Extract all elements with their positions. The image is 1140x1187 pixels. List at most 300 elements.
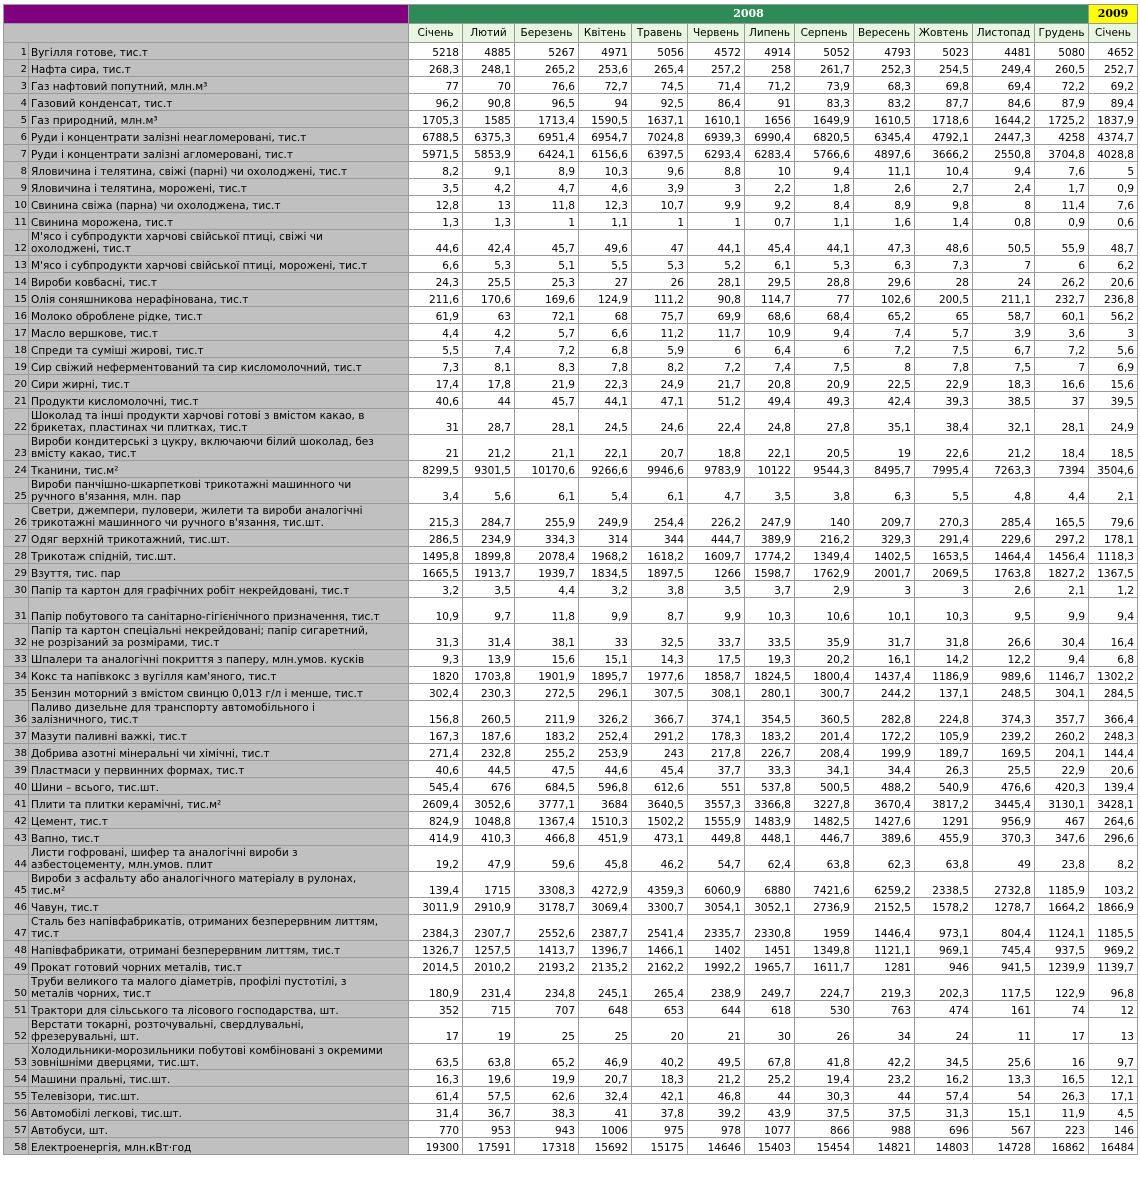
table-row	[4, 744, 1138, 761]
value-cell: 2736,9	[795, 898, 854, 915]
value-cell: 1118,3	[1089, 547, 1138, 564]
value-cell: 30,4	[1035, 624, 1089, 650]
value-cell: 1,4	[915, 213, 973, 230]
value-cell: 27,8	[795, 409, 854, 435]
value-cell: 8	[854, 358, 915, 375]
product-name: Взуття, тис. пар	[29, 564, 409, 581]
value-cell: 1762,9	[795, 564, 854, 581]
value-cell: 38,3	[515, 1104, 579, 1121]
value-cell: 8495,7	[854, 461, 915, 478]
value-cell: 16484	[1089, 1138, 1138, 1155]
year-2009-header: 2009	[1089, 5, 1138, 24]
value-cell: 3178,7	[515, 898, 579, 915]
value-cell: 111,2	[632, 290, 688, 307]
value-cell: 187,6	[463, 727, 515, 744]
table-row	[4, 435, 1138, 461]
value-cell: 9301,5	[463, 461, 515, 478]
value-cell: 8,1	[463, 358, 515, 375]
value-cell: 255,9	[515, 504, 579, 530]
value-cell: 18,3	[973, 375, 1035, 392]
value-cell: 59,6	[515, 846, 579, 872]
value-cell: 223	[1035, 1121, 1089, 1138]
value-cell: 763	[854, 1001, 915, 1018]
value-cell: 1763,8	[973, 564, 1035, 581]
value-cell: 5080	[1035, 43, 1089, 60]
value-cell: 25,5	[973, 761, 1035, 778]
value-cell: 6,4	[745, 341, 795, 358]
row-number: 43	[4, 829, 29, 846]
value-cell: 62,3	[854, 846, 915, 872]
value-cell: 344	[632, 530, 688, 547]
value-cell: 1901,9	[515, 667, 579, 684]
value-cell: 10,3	[745, 598, 795, 624]
value-cell: 45,8	[579, 846, 632, 872]
table-row	[4, 958, 1138, 975]
value-cell: 715	[463, 1001, 515, 1018]
value-cell: 4481	[973, 43, 1035, 60]
value-cell: 87,9	[1035, 94, 1089, 111]
value-cell: 1827,2	[1035, 564, 1089, 581]
value-cell: 5,3	[632, 256, 688, 273]
value-cell: 648	[579, 1001, 632, 1018]
value-cell: 6,3	[854, 478, 915, 504]
value-cell: 6820,5	[795, 128, 854, 145]
value-cell: 19,9	[515, 1070, 579, 1087]
value-cell: 1186,9	[915, 667, 973, 684]
value-cell: 500,5	[795, 778, 854, 795]
row-number: 8	[4, 162, 29, 179]
product-name: Свинина морожена, тис.т	[29, 213, 409, 230]
value-cell: 211,6	[409, 290, 463, 307]
row-number: 48	[4, 941, 29, 958]
value-cell: 3069,4	[579, 898, 632, 915]
table-row	[4, 43, 1138, 60]
value-cell: 466,8	[515, 829, 579, 846]
value-cell: 8,9	[854, 196, 915, 213]
value-cell: 20,9	[795, 375, 854, 392]
value-cell: 969,2	[1089, 941, 1138, 958]
value-cell: 7,2	[854, 341, 915, 358]
row-number: 53	[4, 1044, 29, 1070]
value-cell: 978	[688, 1121, 745, 1138]
value-cell: 2001,7	[854, 564, 915, 581]
value-cell: 7,4	[463, 341, 515, 358]
product-name: Руди і концентрати залізні неагломеровані, тис.т	[29, 128, 409, 145]
value-cell: 47,9	[463, 846, 515, 872]
value-cell: 253,6	[579, 60, 632, 77]
value-cell: 6,8	[579, 341, 632, 358]
value-cell: 90,8	[688, 290, 745, 307]
product-name: Масло вершкове, тис.т	[29, 324, 409, 341]
value-cell: 10,7	[632, 196, 688, 213]
row-number: 2	[4, 60, 29, 77]
value-cell: 9,7	[1089, 1044, 1138, 1070]
value-cell: 21,2	[688, 1070, 745, 1087]
value-cell: 23,8	[1035, 846, 1089, 872]
value-cell: 38,1	[515, 624, 579, 650]
value-cell: 2,1	[1035, 581, 1089, 598]
value-cell: 1482,5	[795, 812, 854, 829]
corner-header-cell	[4, 5, 409, 24]
value-cell: 5,6	[1089, 341, 1138, 358]
value-cell: 973,1	[915, 915, 973, 941]
value-cell: 1590,5	[579, 111, 632, 128]
value-cell: 989,6	[973, 667, 1035, 684]
value-cell: 258	[745, 60, 795, 77]
value-cell: 22,1	[579, 435, 632, 461]
value-cell: 86,4	[688, 94, 745, 111]
value-cell: 33	[579, 624, 632, 650]
value-cell: 83,3	[795, 94, 854, 111]
value-cell: 410,3	[463, 829, 515, 846]
value-cell: 47,5	[515, 761, 579, 778]
value-cell: 7,5	[915, 341, 973, 358]
product-name: Чавун, тис.т	[29, 898, 409, 915]
row-number: 52	[4, 1018, 29, 1044]
value-cell: 44	[745, 1087, 795, 1104]
month-header: Листопад	[973, 24, 1035, 43]
value-cell: 19,2	[409, 846, 463, 872]
value-cell: 27	[579, 273, 632, 290]
value-cell: 2335,7	[688, 915, 745, 941]
value-cell: 226,7	[745, 744, 795, 761]
value-cell: 3,2	[409, 581, 463, 598]
value-cell: 7,6	[1089, 196, 1138, 213]
value-cell: 1239,9	[1035, 958, 1089, 975]
value-cell: 1585	[463, 111, 515, 128]
value-cell: 3	[1089, 324, 1138, 341]
value-cell: 1897,5	[632, 564, 688, 581]
row-number: 3	[4, 77, 29, 94]
value-cell: 3	[854, 581, 915, 598]
row-number: 19	[4, 358, 29, 375]
value-cell: 91	[745, 94, 795, 111]
value-cell: 28,1	[515, 409, 579, 435]
value-cell: 44,6	[579, 761, 632, 778]
value-cell: 260,5	[463, 701, 515, 727]
value-cell: 420,3	[1035, 778, 1089, 795]
value-cell: 69,9	[688, 307, 745, 324]
value-cell: 25	[515, 1018, 579, 1044]
value-cell: 13,9	[463, 650, 515, 667]
value-cell: 10,4	[915, 162, 973, 179]
product-name: Шини – всього, тис.шт.	[29, 778, 409, 795]
value-cell: 137,1	[915, 684, 973, 701]
product-name: Добрива азотні мінеральні чи хімічні, тис.т	[29, 744, 409, 761]
product-name: Сири жирні, тис.т	[29, 375, 409, 392]
value-cell: 1451	[745, 941, 795, 958]
value-cell: 19	[463, 1018, 515, 1044]
value-cell: 3	[688, 179, 745, 196]
value-cell: 17,5	[688, 650, 745, 667]
month-header: Грудень	[1035, 24, 1089, 43]
value-cell: 3684	[579, 795, 632, 812]
value-cell: 65,2	[854, 307, 915, 324]
value-cell: 238,9	[688, 975, 745, 1001]
value-cell: 1077	[745, 1121, 795, 1138]
value-cell: 239,2	[973, 727, 1035, 744]
value-cell: 14646	[688, 1138, 745, 1155]
value-cell: 3640,5	[632, 795, 688, 812]
value-cell: 9,4	[1089, 598, 1138, 624]
value-cell: 3366,8	[745, 795, 795, 812]
value-cell: 5,7	[915, 324, 973, 341]
value-cell: 22,5	[854, 375, 915, 392]
value-cell: 232,8	[463, 744, 515, 761]
value-cell: 988	[854, 1121, 915, 1138]
year-header-row	[4, 5, 1138, 24]
value-cell: 244,2	[854, 684, 915, 701]
row-number: 26	[4, 504, 29, 530]
value-cell: 22,3	[579, 375, 632, 392]
value-cell: 40,6	[409, 761, 463, 778]
value-cell: 49,5	[688, 1044, 745, 1070]
value-cell: 24,9	[1089, 409, 1138, 435]
value-cell: 6,9	[1089, 358, 1138, 375]
value-cell: 1,6	[854, 213, 915, 230]
product-name: Руди і концентрати залізні агломеровані, тис.т	[29, 145, 409, 162]
value-cell: 170,6	[463, 290, 515, 307]
value-cell: 6345,4	[854, 128, 915, 145]
value-cell: 297,2	[1035, 530, 1089, 547]
value-cell: 745,4	[973, 941, 1035, 958]
value-cell: 449,8	[688, 829, 745, 846]
value-cell: 249,9	[579, 504, 632, 530]
value-cell: 201,4	[795, 727, 854, 744]
value-cell: 389,9	[745, 530, 795, 547]
value-cell: 2910,9	[463, 898, 515, 915]
value-cell: 39,3	[915, 392, 973, 409]
row-number: 9	[4, 179, 29, 196]
table-row	[4, 727, 1138, 744]
month-header: Квітень	[579, 24, 632, 43]
value-cell: 9946,6	[632, 461, 688, 478]
value-cell: 77	[409, 77, 463, 94]
value-cell: 245,1	[579, 975, 632, 1001]
value-cell: 1837,9	[1089, 111, 1138, 128]
value-cell: 18,5	[1089, 435, 1138, 461]
value-cell: 39,2	[688, 1104, 745, 1121]
value-cell: 15,1	[973, 1104, 1035, 1121]
table-row	[4, 1087, 1138, 1104]
table-body	[4, 43, 1138, 1155]
value-cell: 3557,3	[688, 795, 745, 812]
value-cell: 16,2	[915, 1070, 973, 1087]
value-cell: 1257,5	[463, 941, 515, 958]
value-cell: 20,6	[1089, 761, 1138, 778]
value-cell: 24,6	[632, 409, 688, 435]
value-cell: 1656	[745, 111, 795, 128]
value-cell: 285,4	[973, 504, 1035, 530]
value-cell: 34,4	[854, 761, 915, 778]
month-header: Травень	[632, 24, 688, 43]
value-cell: 1413,7	[515, 941, 579, 958]
value-cell: 257,2	[688, 60, 745, 77]
value-cell: 204,1	[1035, 744, 1089, 761]
value-cell: 618	[745, 1001, 795, 1018]
value-cell: 54	[973, 1087, 1035, 1104]
row-number: 24	[4, 461, 29, 478]
value-cell: 3,5	[688, 581, 745, 598]
value-cell: 3011,9	[409, 898, 463, 915]
value-cell: 7,4	[854, 324, 915, 341]
value-cell: 73,9	[795, 77, 854, 94]
value-cell: 40,6	[409, 392, 463, 409]
value-cell: 114,7	[745, 290, 795, 307]
row-number: 28	[4, 547, 29, 564]
value-cell: 4,6	[579, 179, 632, 196]
value-cell: 2014,5	[409, 958, 463, 975]
value-cell: 217,8	[688, 744, 745, 761]
value-cell: 11,4	[1035, 196, 1089, 213]
value-cell: 69,8	[915, 77, 973, 94]
value-cell: 1899,8	[463, 547, 515, 564]
table-row	[4, 256, 1138, 273]
value-cell: 5,5	[409, 341, 463, 358]
value-cell: 253,9	[579, 744, 632, 761]
value-cell: 96,2	[409, 94, 463, 111]
value-cell: 1278,7	[973, 898, 1035, 915]
value-cell: 19	[854, 435, 915, 461]
value-cell: 2152,5	[854, 898, 915, 915]
value-cell: 26,3	[915, 761, 973, 778]
product-name: Кокс та напівкокс з вугілля кам'яного, тис.т	[29, 667, 409, 684]
value-cell: 612,6	[632, 778, 688, 795]
value-cell: 265,4	[632, 60, 688, 77]
value-cell: 3130,1	[1035, 795, 1089, 812]
value-cell: 224,8	[915, 701, 973, 727]
value-cell: 8,4	[795, 196, 854, 213]
value-cell: 0,6	[1089, 213, 1138, 230]
value-cell: 6951,4	[515, 128, 579, 145]
value-cell: 34	[854, 1018, 915, 1044]
value-cell: 1578,2	[915, 898, 973, 915]
product-name: Пластмаси у первинних формах, тис.т	[29, 761, 409, 778]
value-cell: 33,7	[688, 624, 745, 650]
value-cell: 1048,8	[463, 812, 515, 829]
value-cell: 3817,2	[915, 795, 973, 812]
value-cell: 1992,2	[688, 958, 745, 975]
value-cell: 71,2	[745, 77, 795, 94]
value-cell: 140	[795, 504, 854, 530]
value-cell: 26	[795, 1018, 854, 1044]
product-name: Шоколад та інші продукти харчові готові з вмістом какао, в брикетах, пластинах чи плитках, тис.т	[29, 409, 409, 435]
value-cell: 1609,7	[688, 547, 745, 564]
value-cell: 9,5	[973, 598, 1035, 624]
table-row	[4, 530, 1138, 547]
value-cell: 249,4	[973, 60, 1035, 77]
value-cell: 17	[1035, 1018, 1089, 1044]
month-header: Січень	[409, 24, 463, 43]
value-cell: 172,2	[854, 727, 915, 744]
value-cell: 6424,1	[515, 145, 579, 162]
value-cell: 4272,9	[579, 872, 632, 898]
table-row	[4, 598, 1138, 624]
month-header: Лютий	[463, 24, 515, 43]
value-cell: 707	[515, 1001, 579, 1018]
value-cell: 96,8	[1089, 975, 1138, 1001]
value-cell: 43,9	[745, 1104, 795, 1121]
value-cell: 0,9	[1089, 179, 1138, 196]
table-row	[4, 701, 1138, 727]
value-cell: 13	[1089, 1018, 1138, 1044]
value-cell: 63,8	[463, 1044, 515, 1070]
value-cell: 264,6	[1089, 812, 1138, 829]
value-cell: 44,5	[463, 761, 515, 778]
value-cell: 444,7	[688, 530, 745, 547]
value-cell: 92,5	[632, 94, 688, 111]
row-number: 27	[4, 530, 29, 547]
value-cell: 36,7	[463, 1104, 515, 1121]
value-cell: 284,5	[1089, 684, 1138, 701]
value-cell: 20	[632, 1018, 688, 1044]
row-number: 42	[4, 812, 29, 829]
value-cell: 247,9	[745, 504, 795, 530]
value-cell: 9,9	[579, 598, 632, 624]
value-cell: 20,7	[632, 435, 688, 461]
value-cell: 209,7	[854, 504, 915, 530]
table-row	[4, 778, 1138, 795]
value-cell: 1,3	[409, 213, 463, 230]
value-cell: 37,5	[795, 1104, 854, 1121]
value-cell: 11,7	[688, 324, 745, 341]
value-cell: 28,1	[1035, 409, 1089, 435]
row-number: 6	[4, 128, 29, 145]
row-number: 55	[4, 1087, 29, 1104]
value-cell: 169,5	[973, 744, 1035, 761]
value-cell: 54,7	[688, 846, 745, 872]
value-cell: 9,4	[795, 162, 854, 179]
value-cell: 3227,8	[795, 795, 854, 812]
value-cell: 199,9	[854, 744, 915, 761]
row-number: 20	[4, 375, 29, 392]
value-cell: 2384,3	[409, 915, 463, 941]
value-cell: 16,4	[1089, 624, 1138, 650]
value-cell: 16,3	[409, 1070, 463, 1087]
table-row	[4, 1018, 1138, 1044]
value-cell: 31,7	[854, 624, 915, 650]
value-cell: 4,4	[409, 324, 463, 341]
value-cell: 62,4	[745, 846, 795, 872]
product-name: Трактори для сільського та лісового господарства, шт.	[29, 1001, 409, 1018]
value-cell: 8,8	[688, 162, 745, 179]
value-cell: 10,1	[854, 598, 915, 624]
value-cell: 49	[973, 846, 1035, 872]
value-cell: 329,3	[854, 530, 915, 547]
value-cell: 1185,9	[1035, 872, 1089, 898]
value-cell: 4885	[463, 43, 515, 60]
value-cell: 366,4	[1089, 701, 1138, 727]
value-cell: 9,2	[745, 196, 795, 213]
table-row	[4, 290, 1138, 307]
value-cell: 551	[688, 778, 745, 795]
value-cell: 30,3	[795, 1087, 854, 1104]
value-cell: 6,1	[515, 478, 579, 504]
row-number: 44	[4, 846, 29, 872]
value-cell: 5218	[409, 43, 463, 60]
value-cell: 6880	[745, 872, 795, 898]
value-cell: 17318	[515, 1138, 579, 1155]
value-cell: 684,5	[515, 778, 579, 795]
row-number: 1	[4, 43, 29, 60]
value-cell: 216,2	[795, 530, 854, 547]
value-cell: 3052,1	[745, 898, 795, 915]
value-cell: 4,2	[463, 324, 515, 341]
value-cell: 44,1	[688, 230, 745, 256]
product-name: Светри, джемпери, пуловери, жилети та вироби аналогічні трикотажні машинного чи ручного в'язання, тис.шт.	[29, 504, 409, 530]
value-cell: 1302,2	[1089, 667, 1138, 684]
value-cell: 24,9	[632, 375, 688, 392]
